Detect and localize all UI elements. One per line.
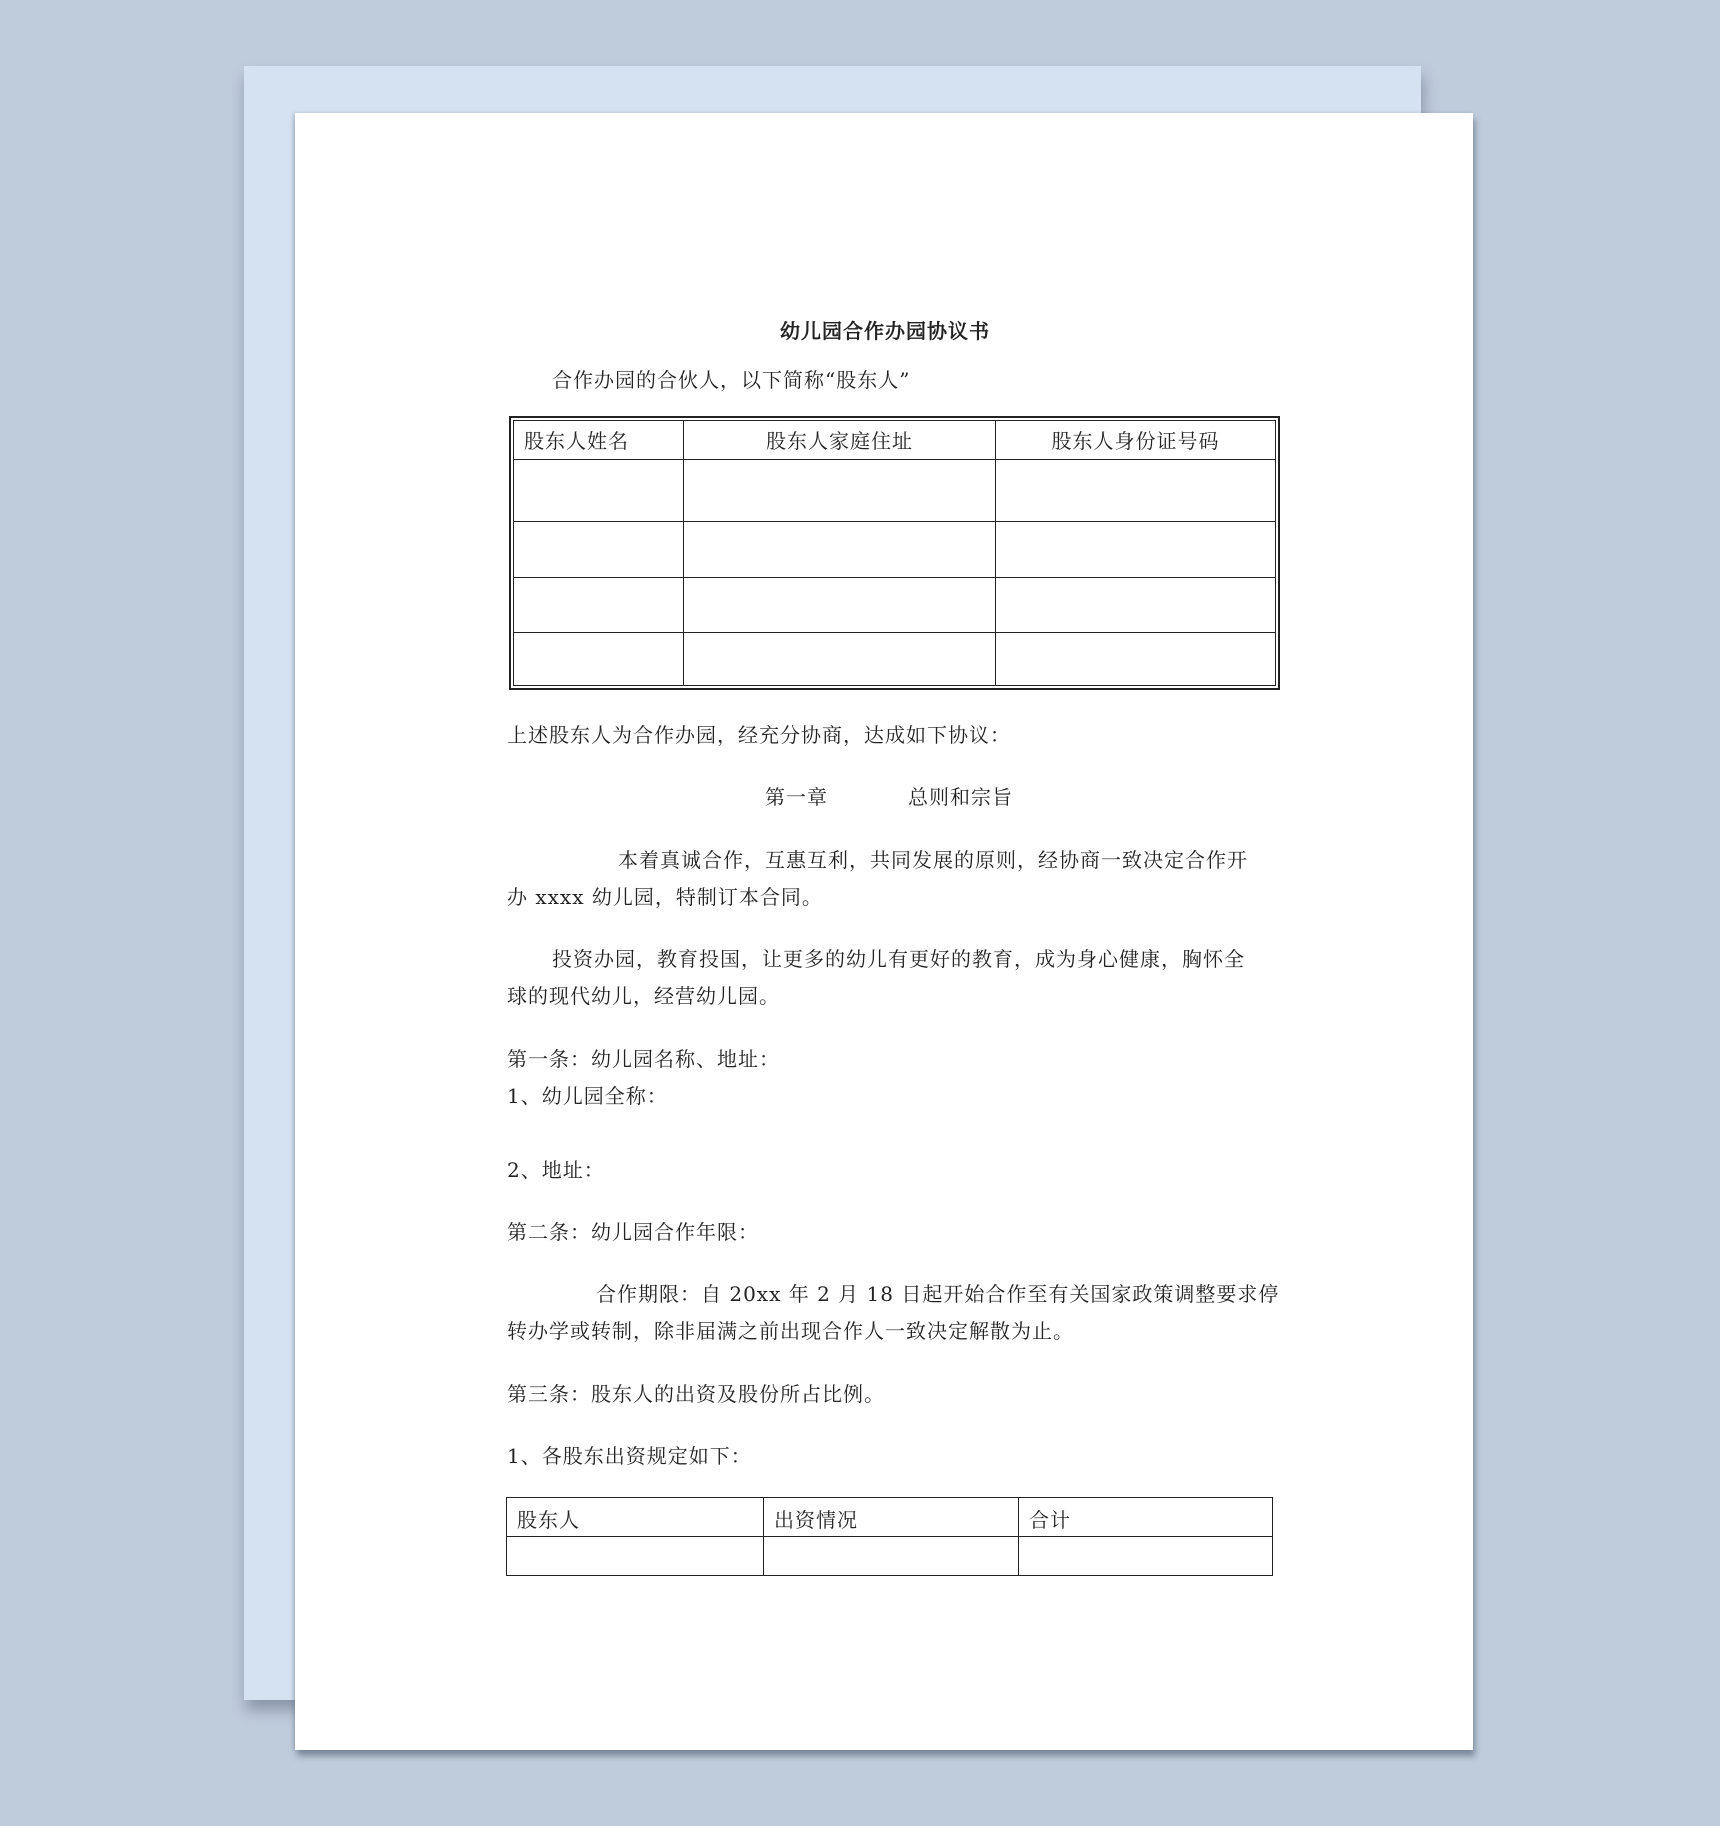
- table-cell: [514, 578, 684, 633]
- article-1-item-1: 1、幼儿园全称：: [507, 1084, 668, 1108]
- table-cell: [684, 578, 996, 633]
- header-contribution: 出资情况: [764, 1498, 1019, 1537]
- article-2-line-1: 合作期限：自 20xx 年 2 月 18 日起开始合作至有关国家政策调整要求停: [596, 1282, 1280, 1306]
- purpose-line-1: 本着真诚合作，互惠互利，共同发展的原则，经协商一致决定合作开: [618, 848, 1248, 872]
- article-1-heading: 第一条：幼儿园名称、地址：: [507, 1047, 780, 1071]
- header-id-number: 股东人身份证号码: [996, 421, 1276, 460]
- table-row: [514, 521, 1276, 578]
- table-row: [514, 578, 1276, 633]
- header-total: 合计: [1019, 1498, 1273, 1537]
- table-cell: [996, 578, 1276, 633]
- header-address: 股东人家庭住址: [684, 421, 996, 460]
- table-cell: [764, 1537, 1019, 1576]
- agreement-line: 上述股东人为合作办园，经充分协商，达成如下协议：: [507, 723, 1011, 747]
- table-cell: [514, 459, 684, 521]
- table-cell: [507, 1537, 764, 1576]
- table-cell: [1019, 1537, 1273, 1576]
- table-cell: [996, 633, 1276, 686]
- document-page: [295, 113, 1473, 1750]
- table-header-row: [507, 1498, 1273, 1537]
- article-2-line-2: 转办学或转制，除非届满之前出现合作人一致决定解散为止。: [507, 1319, 1074, 1343]
- table-cell: [514, 633, 684, 686]
- mission-line-1: 投资办园，教育投国，让更多的幼儿有更好的教育，成为身心健康，胸怀全: [552, 947, 1245, 971]
- article-2-heading: 第二条：幼儿园合作年限：: [507, 1220, 759, 1244]
- chapter-title: 总则和宗旨: [908, 785, 1013, 809]
- table-row: [514, 633, 1276, 686]
- table-cell: [514, 521, 684, 578]
- table-header-row: [514, 421, 1276, 460]
- chapter-number: 第一章: [765, 785, 828, 809]
- table-cell: [996, 521, 1276, 578]
- article-1-item-2: 2、地址：: [507, 1158, 605, 1182]
- contribution-table: [506, 1497, 1273, 1576]
- article-3-heading: 第三条：股东人的出资及股份所占比例。: [507, 1382, 885, 1406]
- article-3-item-1: 1、各股东出资规定如下：: [507, 1444, 752, 1468]
- table-cell: [684, 521, 996, 578]
- table-cell: [684, 459, 996, 521]
- header-shareholder: 股东人: [507, 1498, 764, 1537]
- shareholder-table: [513, 420, 1276, 686]
- table-row: [507, 1537, 1273, 1576]
- table-row: [514, 459, 1276, 521]
- document-title: 幼儿园合作办园协议书: [780, 319, 990, 343]
- intro-line: 合作办园的合伙人，以下简称“股东人”: [552, 368, 911, 392]
- table-cell: [996, 459, 1276, 521]
- table-cell: [684, 633, 996, 686]
- purpose-line-2: 办 xxxx 幼儿园，特制订本合同。: [507, 885, 823, 909]
- header-name: 股东人姓名: [514, 421, 684, 460]
- mission-line-2: 球的现代幼儿，经营幼儿园。: [507, 984, 780, 1008]
